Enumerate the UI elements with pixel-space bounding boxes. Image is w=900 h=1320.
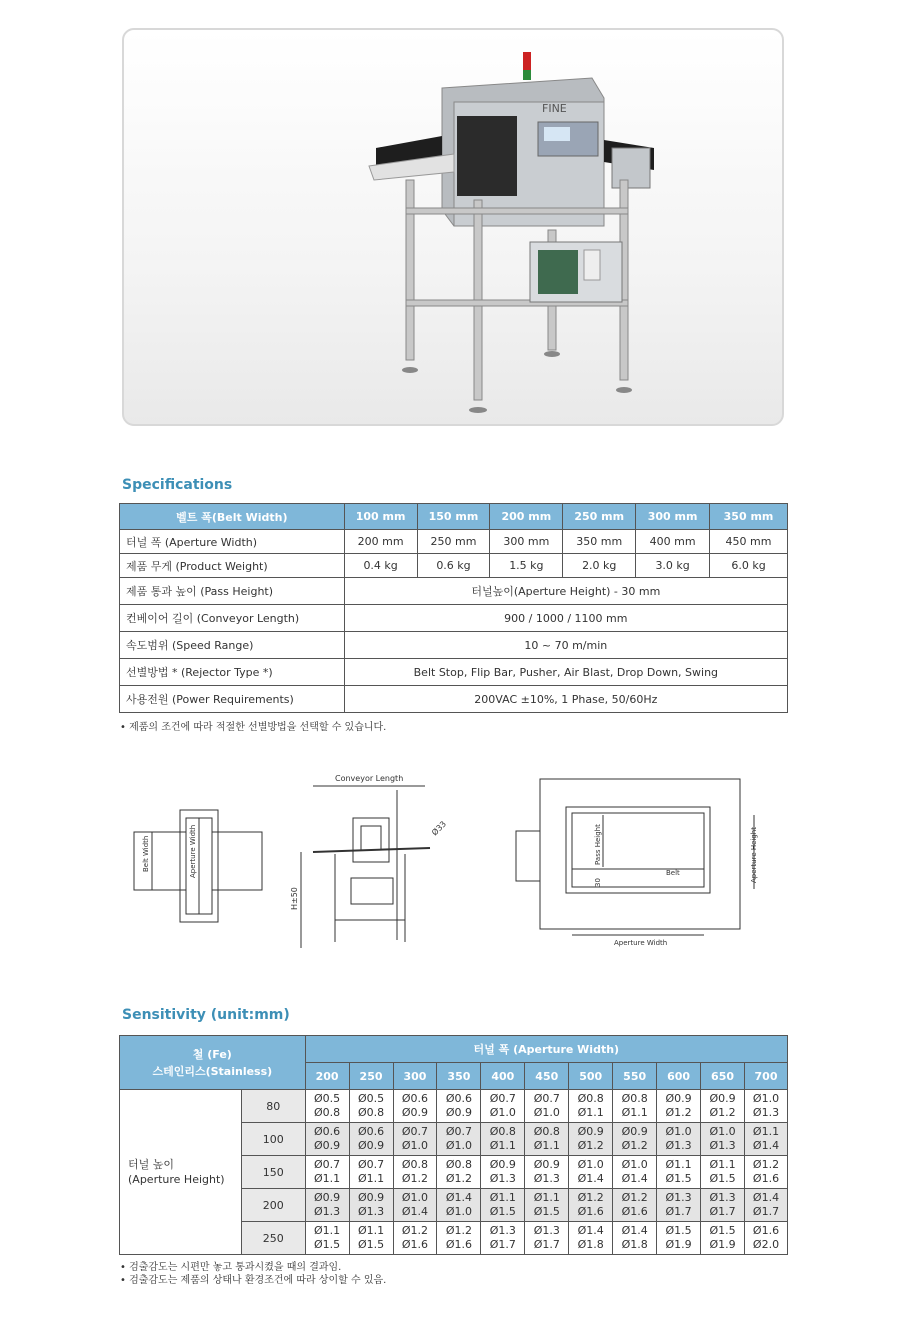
sensitivity-cell [525, 1123, 569, 1156]
width-header: 300 [393, 1063, 437, 1090]
sensitivity-cell [393, 1090, 437, 1123]
sensitivity-cell [393, 1123, 437, 1156]
spec-header-cell: 250 mm [563, 504, 636, 530]
sensitivity-cell [481, 1189, 525, 1222]
product-photo [122, 28, 784, 426]
fe-value: Ø1.1 [665, 1158, 692, 1171]
stainless-value: Ø1.3 [489, 1172, 516, 1185]
sensitivity-cell [525, 1222, 569, 1255]
pass-height-label: Pass Height [594, 824, 602, 865]
fe-value: Ø1.0 [621, 1158, 648, 1171]
fe-value: Ø1.1 [489, 1191, 516, 1204]
stainless-value: Ø1.3 [709, 1139, 736, 1152]
stainless-value: Ø1.5 [357, 1238, 385, 1251]
stainless-value: Ø1.2 [577, 1139, 604, 1152]
sens-note-1: • 검출감도는 시편만 놓고 통과시켰을 때의 결과임. [120, 1262, 342, 1273]
sensitivity-cell [613, 1123, 657, 1156]
fe-value: Ø1.1 [709, 1158, 736, 1171]
sensitivity-cell [305, 1123, 349, 1156]
sensitivity-cell [701, 1156, 745, 1189]
fe-value: Ø0.7 [533, 1092, 560, 1105]
stainless-value: Ø1.1 [577, 1106, 604, 1119]
spec-cell: 6.0 kg [710, 554, 788, 578]
fe-value: Ø1.3 [489, 1224, 516, 1237]
fe-value: Ø0.9 [314, 1191, 341, 1204]
stainless-value: Ø1.3 [357, 1205, 385, 1218]
side-label-line2: (Aperture Height) [128, 1173, 225, 1186]
sensitivity-cell [701, 1222, 745, 1255]
sensitivity-cell [305, 1156, 349, 1189]
sensitivity-cell [657, 1156, 701, 1189]
width-header: 350 [437, 1063, 481, 1090]
fe-value: Ø1.4 [621, 1224, 648, 1237]
fe-value: Ø0.7 [357, 1158, 385, 1171]
stainless-value: Ø1.1 [489, 1139, 516, 1152]
stainless-value: Ø1.6 [752, 1172, 780, 1185]
fe-value: Ø0.7 [401, 1125, 429, 1138]
fe-value: Ø1.2 [752, 1158, 780, 1171]
aperture-width-bottom-label: Aperture Width [614, 939, 668, 947]
width-header: 500 [569, 1063, 613, 1090]
sensitivity-cell [569, 1189, 613, 1222]
stainless-value: Ø1.3 [314, 1205, 341, 1218]
fe-value: Ø0.6 [357, 1125, 385, 1138]
stainless-value: Ø1.2 [665, 1106, 692, 1119]
stainless-label: 스테인리스(Stainless) [152, 1064, 273, 1078]
sensitivity-cell [481, 1090, 525, 1123]
spec-header-cell: 150 mm [417, 504, 490, 530]
diameter-label: Ø33 [430, 819, 449, 838]
stainless-value: Ø1.7 [533, 1238, 560, 1251]
sensitivity-cell [305, 1189, 349, 1222]
stainless-value: Ø0.9 [445, 1106, 472, 1119]
fe-value: Ø1.0 [752, 1092, 780, 1105]
stainless-value: Ø1.7 [752, 1205, 780, 1218]
stainless-value: Ø1.6 [401, 1238, 429, 1251]
aperture-height-value: 200 [241, 1189, 305, 1222]
spec-cell: Belt Stop, Flip Bar, Pusher, Air Blast, Drop Down, Swing [344, 659, 787, 686]
fe-value: Ø0.9 [577, 1125, 604, 1138]
stainless-value: Ø1.3 [752, 1106, 780, 1119]
sensitivity-cell [393, 1189, 437, 1222]
sensitivity-cell [569, 1123, 613, 1156]
sensitivity-cell [393, 1222, 437, 1255]
spec-row-rejector-type [120, 659, 788, 686]
sens-row [120, 1090, 788, 1123]
sensitivity-cell [305, 1222, 349, 1255]
fe-value: Ø0.8 [445, 1158, 472, 1171]
fe-value: Ø1.4 [445, 1191, 472, 1204]
conveyor-length-label: Conveyor Length [335, 774, 404, 783]
width-header: 250 [349, 1063, 393, 1090]
fe-value: Ø0.9 [709, 1092, 736, 1105]
stainless-value: Ø1.7 [665, 1205, 692, 1218]
sensitivity-cell [613, 1222, 657, 1255]
fe-value: Ø1.2 [445, 1224, 472, 1237]
sensitivity-cell [657, 1189, 701, 1222]
fe-value: Ø0.8 [489, 1125, 516, 1138]
fe-value: Ø1.5 [665, 1224, 692, 1237]
fe-value: Ø0.6 [445, 1092, 472, 1105]
stainless-value: Ø1.9 [709, 1238, 736, 1251]
stainless-value: Ø1.0 [489, 1106, 516, 1119]
sensitivity-cell [349, 1156, 393, 1189]
spec-row-label: 속도범위 (Speed Range) [120, 632, 345, 659]
metal-detector-illustration [124, 30, 784, 426]
stainless-value: Ø1.3 [533, 1172, 560, 1185]
sensitivity-cell [569, 1090, 613, 1123]
fe-value: Ø1.2 [401, 1224, 429, 1237]
stainless-value: Ø1.4 [621, 1172, 648, 1185]
spec-row-label: 제품 통과 높이 (Pass Height) [120, 578, 345, 605]
fe-value: Ø1.1 [357, 1224, 385, 1237]
fe-value: Ø0.7 [314, 1158, 341, 1171]
sensitivity-title: Sensitivity (unit:mm) [122, 1007, 290, 1023]
sensitivity-cell [613, 1189, 657, 1222]
spec-row-label: 컨베이어 길이 (Conveyor Length) [120, 605, 345, 632]
spec-row-speed-range [120, 632, 788, 659]
sensitivity-cell [745, 1123, 788, 1156]
sensitivity-cell [613, 1090, 657, 1123]
sensitivity-cell [437, 1222, 481, 1255]
spec-header-cell: 200 mm [490, 504, 563, 530]
stainless-value: Ø1.7 [709, 1205, 736, 1218]
spec-cell: 200VAC ±10%, 1 Phase, 50/60Hz [344, 686, 787, 713]
stainless-value: Ø1.5 [314, 1238, 341, 1251]
belt-width-label: Belt Width [142, 835, 150, 872]
sensitivity-cell [437, 1090, 481, 1123]
sensitivity-cell [481, 1156, 525, 1189]
fe-value: Ø0.8 [621, 1092, 648, 1105]
stainless-value: Ø1.5 [489, 1205, 516, 1218]
stainless-value: Ø1.7 [489, 1238, 516, 1251]
specifications-table [119, 503, 788, 713]
fe-value: Ø1.0 [401, 1191, 429, 1204]
sensitivity-cell [437, 1123, 481, 1156]
sensitivity-table [119, 1035, 788, 1255]
stainless-value: Ø1.8 [621, 1238, 648, 1251]
stainless-value: Ø1.8 [577, 1238, 604, 1251]
fe-value: Ø1.0 [665, 1125, 692, 1138]
width-header: 400 [481, 1063, 525, 1090]
aperture-height-value: 250 [241, 1222, 305, 1255]
stainless-value: Ø1.2 [709, 1106, 736, 1119]
sensitivity-cell [349, 1222, 393, 1255]
fe-value: Ø1.5 [709, 1224, 736, 1237]
stainless-value: Ø0.9 [357, 1139, 385, 1152]
spec-header-cell: 350 mm [710, 504, 788, 530]
fe-value: Ø1.1 [533, 1191, 560, 1204]
spec-cell: 2.0 kg [563, 554, 636, 578]
fe-value: Ø0.9 [357, 1191, 385, 1204]
sensitivity-cell [437, 1189, 481, 1222]
stainless-value: Ø1.9 [665, 1238, 692, 1251]
sensitivity-cell [437, 1156, 481, 1189]
fe-value: Ø0.7 [445, 1125, 472, 1138]
stainless-value: Ø1.0 [533, 1106, 560, 1119]
spec-row-aperture [120, 530, 788, 554]
sensitivity-cell [745, 1156, 788, 1189]
stainless-value: Ø1.6 [621, 1205, 648, 1218]
fe-value: Ø1.3 [533, 1224, 560, 1237]
stainless-value: Ø1.0 [401, 1139, 429, 1152]
fe-value: Ø0.8 [533, 1125, 560, 1138]
sensitivity-cell [657, 1123, 701, 1156]
fe-value: Ø0.5 [357, 1092, 385, 1105]
stainless-value: Ø1.1 [621, 1106, 648, 1119]
stainless-value: Ø1.1 [357, 1172, 385, 1185]
sensitivity-cell [525, 1090, 569, 1123]
spec-cell: 0.4 kg [344, 554, 417, 578]
sensitivity-cell [569, 1222, 613, 1255]
width-header: 650 [701, 1063, 745, 1090]
spec-header-cell: 100 mm [344, 504, 417, 530]
aperture-height-label: Aperture Height [750, 827, 758, 883]
sensitivity-cell [305, 1090, 349, 1123]
sens-header-row [120, 1036, 788, 1063]
sensitivity-cell [701, 1189, 745, 1222]
stainless-value: Ø0.9 [314, 1139, 341, 1152]
spec-row-label: 터널 폭 (Aperture Width) [120, 530, 345, 554]
stainless-value: Ø1.4 [752, 1139, 780, 1152]
spec-header-row [120, 504, 788, 530]
side-view-drawing [285, 770, 455, 955]
sensitivity-cell [701, 1090, 745, 1123]
spec-cell: 10 ~ 70 m/min [344, 632, 787, 659]
sensitivity-cell [569, 1156, 613, 1189]
sensitivity-cell [481, 1123, 525, 1156]
stainless-value: Ø1.5 [533, 1205, 560, 1218]
sensitivity-cell [745, 1189, 788, 1222]
spec-row-label: 제품 무게 (Product Weight) [120, 554, 345, 578]
spec-cell: 450 mm [710, 530, 788, 554]
fe-value: Ø0.9 [533, 1158, 560, 1171]
width-header: 600 [657, 1063, 701, 1090]
fe-value: Ø0.9 [621, 1125, 648, 1138]
spec-cell: 터널높이(Aperture Height) - 30 mm [344, 578, 787, 605]
spec-cell: 400 mm [636, 530, 710, 554]
spec-cell: 3.0 kg [636, 554, 710, 578]
aperture-width-header: 터널 폭 (Aperture Width) [305, 1036, 787, 1063]
top-view-drawing [128, 800, 268, 930]
sensitivity-body [120, 1090, 788, 1255]
fe-value: Ø0.6 [314, 1125, 341, 1138]
specifications-title: Specifications [122, 477, 233, 493]
stainless-value: Ø1.1 [533, 1139, 560, 1152]
fe-value: Ø1.0 [709, 1125, 736, 1138]
fe-value: Ø0.8 [401, 1158, 429, 1171]
stainless-value: Ø1.4 [401, 1205, 429, 1218]
aperture-width-label: Aperture Width [189, 824, 197, 878]
aperture-height-value: 100 [241, 1123, 305, 1156]
stainless-value: Ø1.5 [665, 1172, 692, 1185]
width-header: 550 [613, 1063, 657, 1090]
fe-value: Ø0.7 [489, 1092, 516, 1105]
height-label: H±50 [290, 887, 299, 910]
sensitivity-cell [525, 1156, 569, 1189]
thirty-label: 30 [594, 878, 602, 887]
fe-value: Ø1.6 [752, 1224, 780, 1237]
sensitivity-cell [745, 1090, 788, 1123]
sensitivity-cell [481, 1222, 525, 1255]
fe-value: Ø0.5 [314, 1092, 341, 1105]
spec-cell: 0.6 kg [417, 554, 490, 578]
spec-cell: 900 / 1000 / 1100 mm [344, 605, 787, 632]
aperture-height-value: 150 [241, 1156, 305, 1189]
aperture-height-value: 80 [241, 1090, 305, 1123]
fe-label: 철 (Fe) [192, 1047, 232, 1061]
aperture-height-side-label [120, 1090, 242, 1255]
side-label-line1: 터널 높이 [128, 1158, 175, 1171]
width-header: 200 [305, 1063, 349, 1090]
sensitivity-cell [349, 1123, 393, 1156]
front-view-drawing [510, 775, 770, 955]
fe-value: Ø1.4 [577, 1224, 604, 1237]
sensitivity-cell [657, 1090, 701, 1123]
stainless-value: Ø1.0 [445, 1205, 472, 1218]
stainless-value: Ø1.3 [665, 1139, 692, 1152]
spec-row-power [120, 686, 788, 713]
fe-value: Ø0.6 [401, 1092, 429, 1105]
spec-cell: 350 mm [563, 530, 636, 554]
belt-label: Belt [666, 869, 680, 877]
spec-row-pass-height [120, 578, 788, 605]
sensitivity-cell [349, 1090, 393, 1123]
sens-note-2: • 검출감도는 제품의 상태나 환경조건에 따라 상이할 수 있음. [120, 1275, 387, 1286]
stainless-value: Ø2.0 [752, 1238, 780, 1251]
sensitivity-cell [393, 1156, 437, 1189]
stainless-value: Ø1.0 [445, 1139, 472, 1152]
spec-header-cell: 벨트 폭(Belt Width) [120, 504, 345, 530]
spec-row-label: 사용전원 (Power Requirements) [120, 686, 345, 713]
fe-value: Ø1.0 [577, 1158, 604, 1171]
spec-row-label: 선별방법 * (Rejector Type *) [120, 659, 345, 686]
stainless-value: Ø1.2 [445, 1172, 472, 1185]
stainless-value: Ø0.8 [357, 1106, 385, 1119]
fe-value: Ø1.3 [665, 1191, 692, 1204]
stainless-value: Ø1.2 [401, 1172, 429, 1185]
stainless-value: Ø1.4 [577, 1172, 604, 1185]
fe-value: Ø1.1 [314, 1224, 341, 1237]
fe-value: Ø0.9 [665, 1092, 692, 1105]
sensitivity-cell [525, 1189, 569, 1222]
fe-value: Ø1.2 [621, 1191, 648, 1204]
spec-row-conveyor-length [120, 605, 788, 632]
stainless-value: Ø1.2 [621, 1139, 648, 1152]
sensitivity-cell [613, 1156, 657, 1189]
stainless-value: Ø1.1 [314, 1172, 341, 1185]
spec-cell: 200 mm [344, 530, 417, 554]
spec-cell: 1.5 kg [490, 554, 563, 578]
fe-value: Ø1.4 [752, 1191, 780, 1204]
stainless-value: Ø1.6 [445, 1238, 472, 1251]
stainless-value: Ø0.8 [314, 1106, 341, 1119]
sensitivity-cell [349, 1189, 393, 1222]
width-header: 450 [525, 1063, 569, 1090]
fe-value: Ø1.2 [577, 1191, 604, 1204]
fe-value: Ø0.8 [577, 1092, 604, 1105]
spec-cell: 300 mm [490, 530, 563, 554]
spec-row-weight [120, 554, 788, 578]
stainless-value: Ø1.6 [577, 1205, 604, 1218]
spec-note: • 제품의 조건에 따라 적절한 선별방법을 선택할 수 있습니다. [120, 722, 387, 733]
spec-cell: 250 mm [417, 530, 490, 554]
fe-value: Ø0.9 [489, 1158, 516, 1171]
sensitivity-cell [657, 1222, 701, 1255]
stainless-value: Ø1.5 [709, 1172, 736, 1185]
sensitivity-cell [701, 1123, 745, 1156]
sens-corner-cell [120, 1036, 306, 1090]
fe-value: Ø1.1 [752, 1125, 780, 1138]
width-header: 700 [745, 1063, 788, 1090]
brand-label: FINE [542, 102, 567, 115]
stainless-value: Ø0.9 [401, 1106, 429, 1119]
fe-value: Ø1.3 [709, 1191, 736, 1204]
sensitivity-cell [745, 1222, 788, 1255]
spec-header-cell: 300 mm [636, 504, 710, 530]
